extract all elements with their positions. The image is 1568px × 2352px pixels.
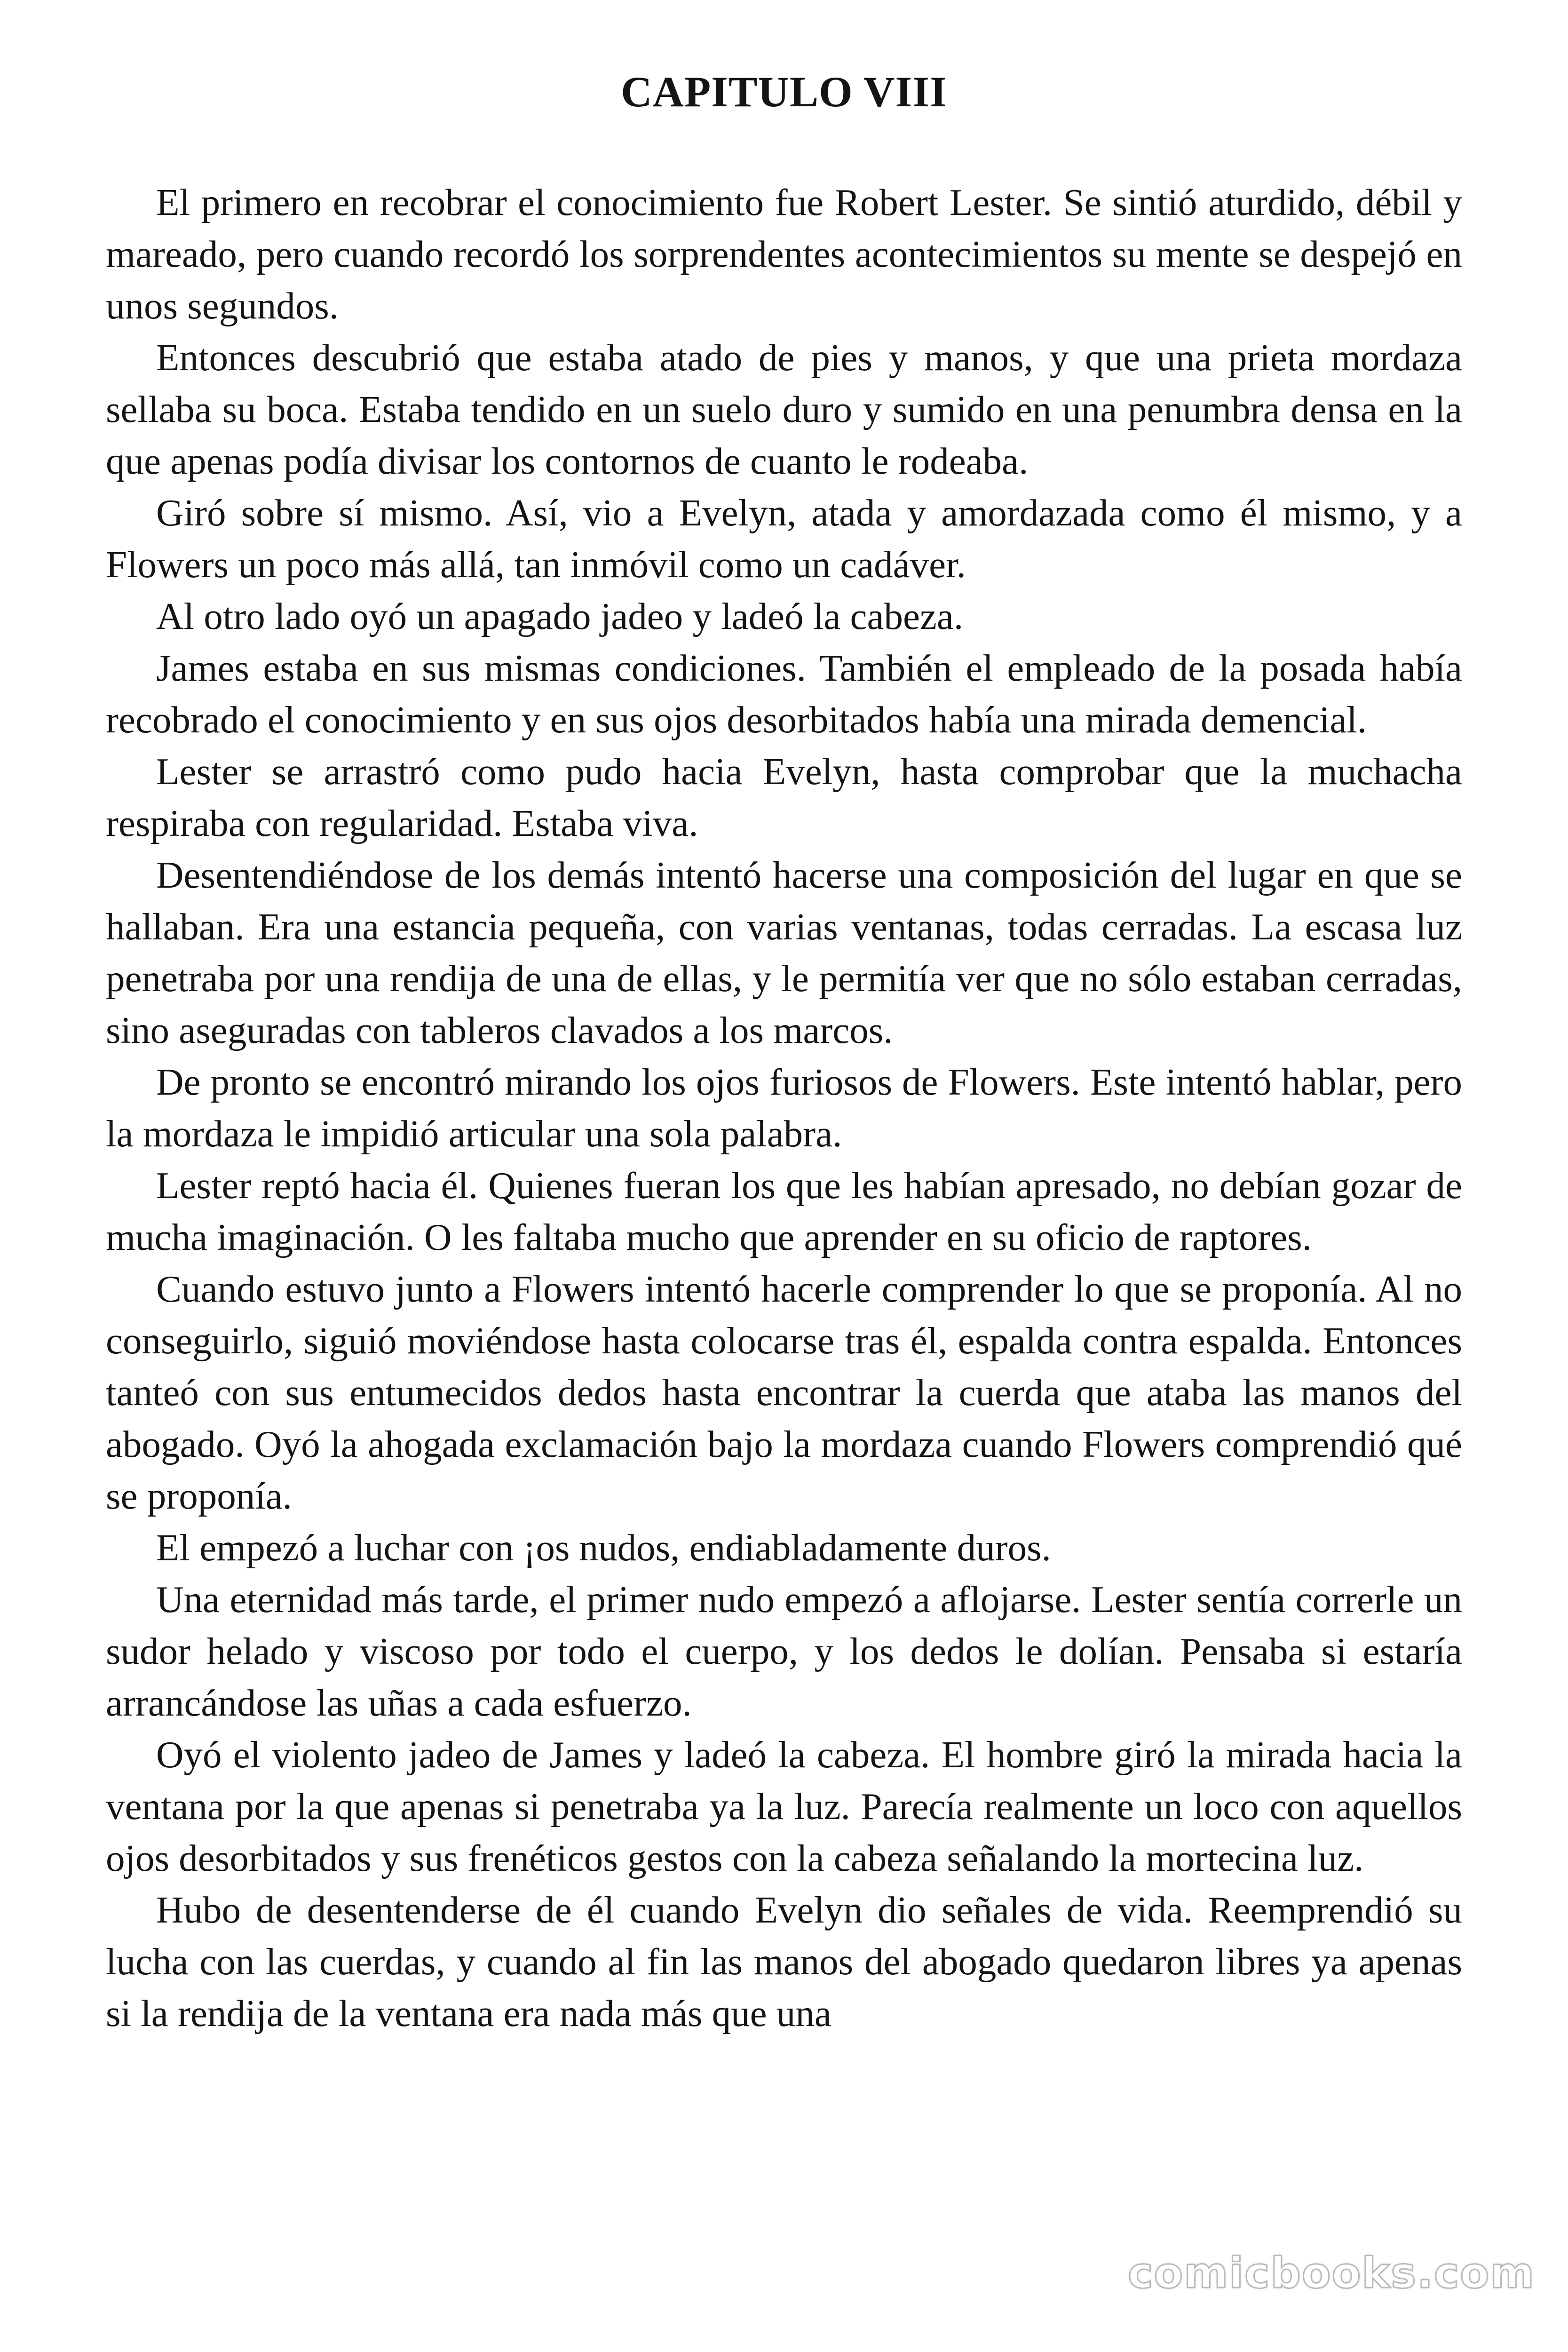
paragraph: El primero en recobrar el conocimiento fue Robert Lester. Se sintió aturdido, débil y mareado, pero cuando recordó los sorprendentes acontecimientos su mente se despejó en unos segundos. bbox=[106, 181, 1462, 327]
paragraph: Entonces descubrió que estaba atado de pies y manos, y que una prieta mordaza sellaba su boca. Estaba tendido en un suelo duro y sumido en una penumbra densa en la que apenas podía divisar los contornos de cuanto le rodeaba. bbox=[106, 336, 1462, 482]
watermark: comicbooks.com bbox=[1128, 2249, 1535, 2298]
paragraph: Cuando estuvo junto a Flowers intentó hacerle comprender lo que se proponía. Al no conseguirlo, siguió moviéndose hasta colocarse tras él, espalda contra espalda. Entonces tanteó con sus entumecidos dedos hasta encontrar la cuerda que ataba las manos del abogado. Oyó la ahogada exclamación bajo la mordaza cuando Flowers comprendió qué se proponía. bbox=[106, 1268, 1462, 1517]
paragraph: Hubo de desentenderse de él cuando Evelyn dio señales de vida. Reemprendió su lucha con las cuerdas, y cuando al fin las manos del abogado quedaron libres ya apenas si la rendija de la ventana era nada más que una bbox=[106, 1889, 1462, 2034]
paragraph: De pronto se encontró mirando los ojos furiosos de Flowers. Este intentó hablar, pero la mordaza le impidió articular una sola palabra. bbox=[106, 1061, 1462, 1155]
paragraph: Una eternidad más tarde, el primer nudo empezó a aflojarse. Lester sentía correrle un sudor helado y viscoso por todo el cuerpo, y los dedos le dolían. Pensaba si estaría arrancándose las uñas a cada esfuerzo. bbox=[106, 1578, 1462, 1724]
paragraph: Lester se arrastró como pudo hacia Evelyn, hasta comprobar que la muchacha respiraba con regularidad. Estaba viva. bbox=[106, 750, 1462, 844]
paragraph: James estaba en sus mismas condiciones. También el empleado de la posada había recobrado el conocimiento y en sus ojos desorbitados había una mirada demencial. bbox=[106, 647, 1462, 741]
paragraph: Oyó el violento jadeo de James y ladeó la cabeza. El hombre giró la mirada hacia la ventana por la que apenas si penetraba ya la luz. Parecía realmente un loco con aquellos ojos desorbitados y sus frenéticos gestos con la cabeza señalando la mortecina luz. bbox=[106, 1733, 1462, 1879]
paragraph: Al otro lado oyó un apagado jadeo y ladeó la cabeza. bbox=[156, 595, 964, 637]
chapter-body bbox=[106, 176, 1462, 2039]
chapter-title: CAPITULO VIII bbox=[621, 68, 947, 116]
paragraph: Giró sobre sí mismo. Así, vio a Evelyn, atada y amordazada como él mismo, y a Flowers un poco más allá, tan inmóvil como un cadáver. bbox=[106, 492, 1462, 586]
paragraph: Desentendiéndose de los demás intentó hacerse una composición del lugar en que se hallaban. Era una estancia pequeña, con varias ventanas, todas cerradas. La escasa luz penetraba por una rendija de una de ellas, y le permitía ver que no sólo estaban cerradas, sino aseguradas con tableros clavados a los marcos. bbox=[106, 854, 1462, 1051]
paragraph: El empezó a luchar con ¡os nudos, endiabladamente duros. bbox=[156, 1526, 1051, 1569]
paragraph: Lester reptó hacia él. Quienes fueran los que les habían apresado, no debían gozar de mucha imaginación. O les faltaba mucho que aprender en su oficio de raptores. bbox=[106, 1164, 1462, 1258]
